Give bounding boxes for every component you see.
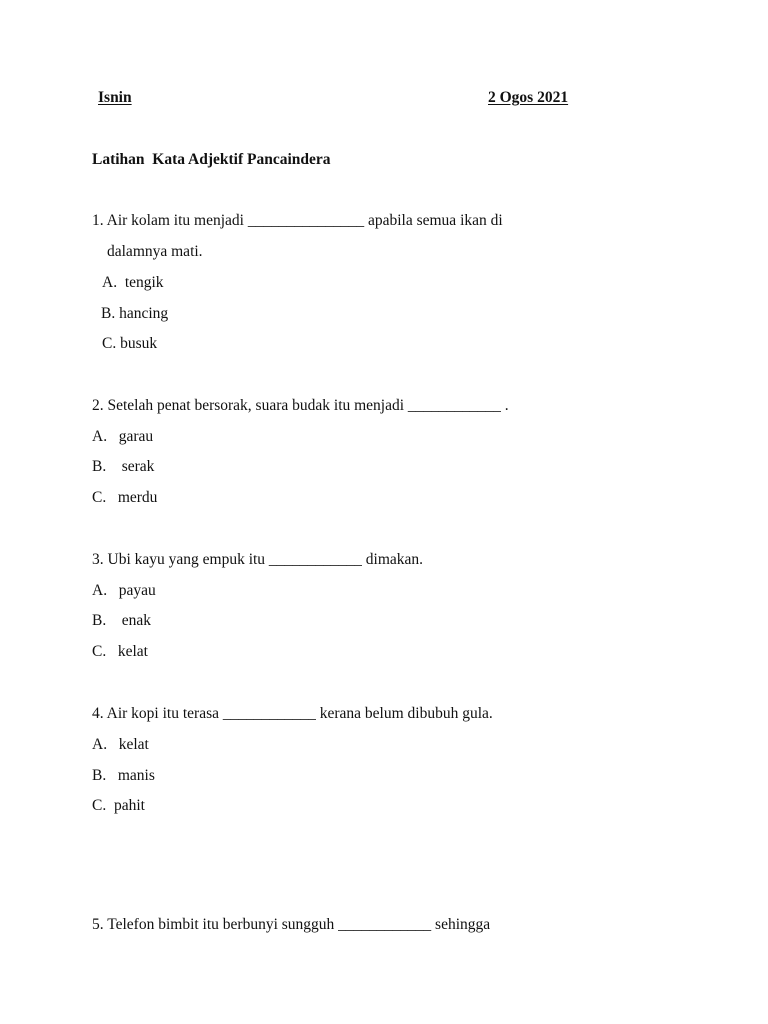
- day-label: Isnin: [98, 89, 132, 106]
- page-title: Latihan Kata Adjektif Pancaindera: [92, 151, 331, 168]
- question-stem: 1. Air kolam itu menjadi _______________ apabila semua ikan di: [92, 212, 503, 229]
- question-stem: 3. Ubi kayu yang empuk itu ____________ dimakan.: [92, 551, 424, 568]
- question-stem: 4. Air kopi itu terasa ____________ kerana belum dibubuh gula.: [92, 705, 493, 722]
- option-b[interactable]: B. manis: [92, 767, 155, 784]
- date-label: 2 Ogos 2021: [488, 89, 569, 106]
- option-b[interactable]: B. serak: [92, 458, 155, 475]
- option-b[interactable]: B. hancing: [101, 305, 169, 322]
- question-stem: 5. Telefon bimbit itu berbunyi sungguh ____________ sehingga: [92, 916, 491, 933]
- question-stem: 2. Setelah penat bersorak, suara budak itu menjadi ____________ .: [92, 397, 509, 414]
- option-a[interactable]: A. kelat: [92, 736, 149, 753]
- question-stem-continuation: dalamnya mati.: [107, 243, 203, 260]
- option-b[interactable]: B. enak: [92, 612, 151, 629]
- option-c[interactable]: C. pahit: [92, 797, 145, 814]
- option-a[interactable]: A. garau: [92, 428, 154, 445]
- option-c[interactable]: C. kelat: [92, 643, 148, 660]
- option-c[interactable]: C. busuk: [102, 335, 158, 352]
- option-c[interactable]: C. merdu: [92, 489, 158, 506]
- option-a[interactable]: A. tengik: [102, 274, 164, 291]
- option-a[interactable]: A. payau: [92, 582, 156, 599]
